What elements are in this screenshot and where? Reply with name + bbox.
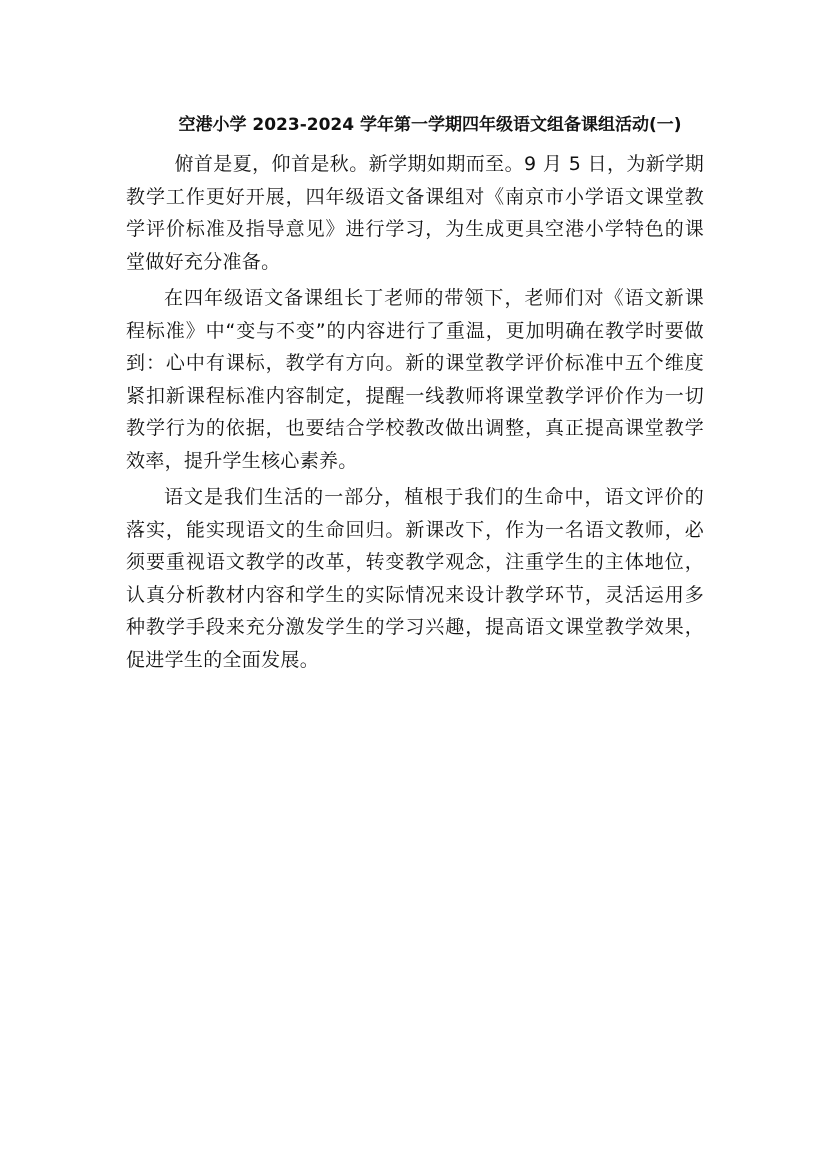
document-title: 空港小学 2023-2024 学年第一学期四年级语文组备课组活动(一) [178, 115, 682, 135]
paragraph-intro: 俯首是夏，仰首是秋。新学期如期而至。9 月 5 日，为新学期教学工作更好开展，四年级语文备课组对《南京市小学语文课堂教学评价标准及指导意见》进行学习，为生成更具空港小学特色的课堂做好充分准备。 [126, 153, 704, 273]
document-body [126, 148, 704, 676]
paragraph-study: 在四年级语文备课组长丁老师的带领下，老师们对《语文新课程标准》中“变与不变”的内容进行了重温，更加明确在教学时要做到：心中有课标，教学有方向。新的课堂教学评价标准中五个维度紧扣新课程标准内容制定，提醒一线教师将课堂教学评价作为一切教学行为的依据，也要结合学校教改做出调整，真正提高课堂教学效率，提升学生核心素养。 [126, 287, 704, 472]
paragraph-reflection: 语文是我们生活的一部分，植根于我们的生命中，语文评价的落实，能实现语文的生命回归。新课改下，作为一名语文教师，必须要重视语文教学的改革，转变教学观念，注重学生的主体地位，认真分析教材内容和学生的实际情况来设计教学环节，灵活运用多种教学手段来充分激发学生的学习兴趣，提高语文课堂教学效果，促进学生的全面发展。 [126, 486, 704, 671]
